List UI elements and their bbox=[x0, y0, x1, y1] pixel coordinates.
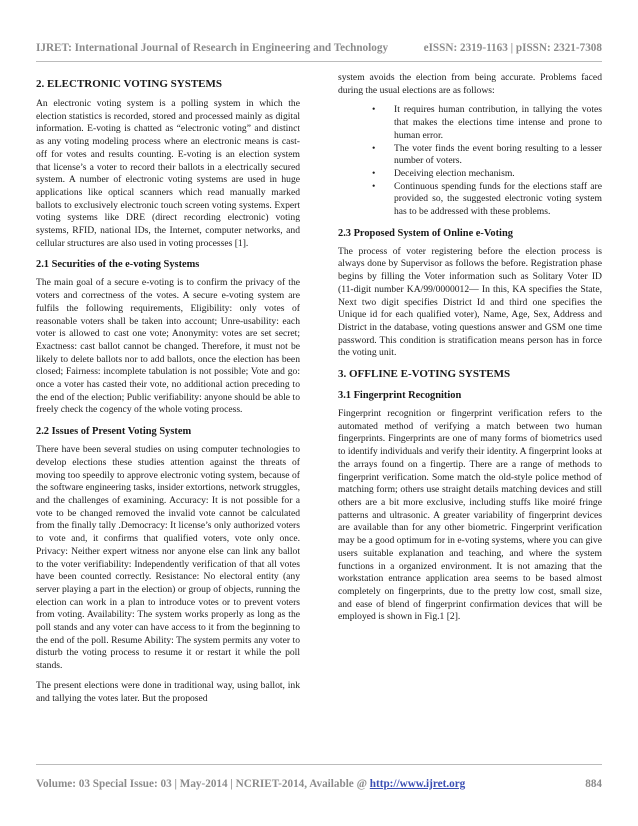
list-item: • Continuous spending funds for the elections staff are provided so, the suggested electronic voting system has to be addressed with these problems. bbox=[394, 181, 602, 219]
section-3-heading: 3. OFFLINE E-VOTING SYSTEMS bbox=[338, 368, 511, 381]
volume-info bbox=[36, 778, 465, 790]
section-2-3-paragraph: The process of voter registering before the election process is always done by Supervisor as follows the before. Registration phase begins by filling the Voter information such as Solitary Voter ID (11-digit number KA/99/0000012— In this, KA specifies the State, Next two digit specifies District Id and third one specifies the Unique id for each qualified voter), Name, Age, Sex, Address and District in the database, voting questions answer and GSM one time password. This condition is stratification means person has in force the voting unit. bbox=[338, 245, 602, 359]
journal-link[interactable]: http://www.ijret.org bbox=[369, 778, 466, 790]
section-2-1-paragraph: The main goal of a secure e-voting is to confirm the privacy of the voters and correctness of the votes. A secure e-voting system are fulfils the following requirements, Eligibility: only votes of reasonable voters shall be taken into account; Unre-usability: each voter is allowed to cast one vote; Anonymity: votes are set secret; Exactness: cast ballot cannot be changed. Therefore, it must not be likely to delete ballots nor to add ballots, once the election has been closed; Fairness: incomplete tabulation is not possible; Vote and go: once a voter has casted their vote, no additional action preceding to the end of the election; Public verifiability: anyone should be able to freely check the cogency of the whole voting process. bbox=[36, 277, 300, 416]
section-2-3-heading: 2.3 Proposed System of Online e-Voting bbox=[338, 227, 513, 239]
section-3-1-paragraph: Fingerprint recognition or fingerprint verification refers to the automated method of verifying a match between two human fingerprints. Fingerprints are one of many forms of biometrics used to identify individuals and verify their identity. A fingerprint looks at the arrays found on a fingertip. There are a range of methods to fingerprint verification. Some match the old-style police method of matching form; others use straight details matching devices and still others are a bit more exclusive, including stuffs like moiré fringe patterns and ultrasonic. A greater variability of fingerprint devices are available than for any other biometric. Fingerprint verification may be a good optimum for in e-voting systems, where you can give users suitable explanation and teaching, and where the system functions in a organized environment. It is not amazing that the workstation entrance application area seems to be based almost completely on fingerprints, due to the pretty low cost, small size, and ease of blend of fingerprint confirmation devices that will be employed is shown in Fig.1 [2]. bbox=[338, 408, 602, 623]
volume-text: Volume: 03 Special Issue: 03 | May-2014 | NCRIET-2014, Available @ bbox=[36, 778, 370, 790]
section-2-2-heading: 2.2 Issues of Present Voting System bbox=[36, 426, 192, 438]
section-3-1-heading: 3.1 Fingerprint Recognition bbox=[338, 390, 462, 402]
section-2-paragraph: An electronic voting system is a polling system in which the election statistics is recorded, stored and processed mainly as digital information. E-voting is chatted as “electronic voting” and distinct as any voting modeling process where an electronic means is cast-off for votes and results counting. E-voting is an election system that license’s a voter to record their ballots in a electrically secured system. A number of electronic voting systems are used in huge applications like optical scanners which read manually marked ballots to exclusively electronic touch screen voting systems. Expert voting systems like DRE (direct recording electronic) voting systems, RFID, national IDs, the Internet, computer networks, and cellular structures are also used in voting processes [1]. bbox=[36, 98, 300, 249]
running-header bbox=[36, 42, 602, 54]
header-divider bbox=[36, 61, 602, 62]
continued-paragraph: system avoids the election from being accurate. Problems faced during the usual elections are as follows: bbox=[338, 72, 602, 96]
section-2-1-heading: 2.1 Securities of the e-voting Systems bbox=[36, 259, 200, 271]
running-footer bbox=[36, 778, 602, 790]
list-item: • It requires human contribution, in tallying the votes that makes the elections time intense and prone to human error. bbox=[394, 104, 602, 142]
left-column bbox=[36, 72, 300, 712]
section-2-heading: 2. ELECTRONIC VOTING SYSTEMS bbox=[36, 78, 223, 90]
section-2-2-paragraph: There have been several studies on using computer technologies to develop elections these studies attention against the threats of moving too speedily to approve electronic voting system, because of the software engineering tasks, insider extortions, network struggles, and the challenges of examining. Accuracy: It is not possible for a vote to be changed removed the invalid vote cannot be calculated from the finally tally .Democracy: It license’s only authorized voters to vote and, it confirms that qualified voters, vote only once. Privacy: Neither expert witness nor anyone else can link any ballot to the voter verifiability: Independently verification of that all votes have been counted correctly. Resistance: No electoral entity (any server playing a part in the election) or group of objects, running the election can work in a plan to introduce votes or to prevent voters from voting. Availability: The system works properly as long as the poll stands and any voter can have access to it from the beginning to the end of the poll. Resume Ability: The system permits any voter to disturb the voting process to resume it or restart it while the poll stands. bbox=[36, 444, 300, 672]
footer-divider bbox=[36, 764, 602, 765]
list-item: • The voter finds the event boring resulting to a lesser number of voters. bbox=[394, 143, 602, 168]
problems-list bbox=[338, 104, 602, 218]
issn-text: eISSN: 2319-1163 | pISSN: 2321-7308 bbox=[423, 42, 602, 54]
list-item: • Deceiving election mechanism. bbox=[394, 168, 602, 181]
section-2-2-paragraph-2: The present elections were done in traditional way, using ballot, ink and tallying the votes later. But the proposed bbox=[36, 679, 300, 704]
journal-name: IJRET: International Journal of Research in Engineering and Technology bbox=[36, 42, 389, 54]
right-column bbox=[338, 72, 602, 631]
page-number: 884 bbox=[585, 778, 602, 790]
